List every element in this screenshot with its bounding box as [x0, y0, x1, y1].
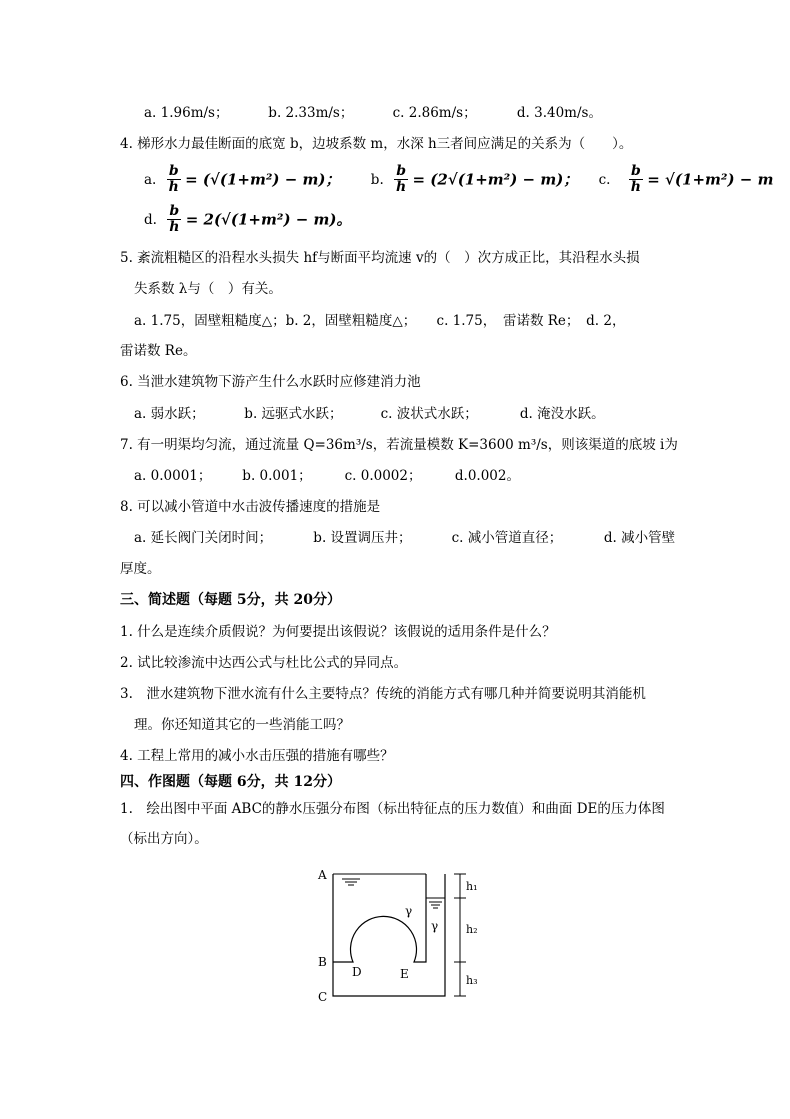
q7-option-a: a. 0.0001； — [134, 468, 212, 484]
q3-option-b: b. 2.33m/s； — [268, 105, 354, 121]
label-E: E — [400, 967, 409, 981]
label-h2: h₂ — [466, 923, 478, 936]
q4-c-label: c. — [598, 171, 611, 188]
q3-option-a: a. 1.96m/s； — [144, 105, 229, 121]
q4-a-frac: $\frac{b}{h}$ — [168, 163, 179, 195]
section3-item-3: 3. 泄水建筑物下泄水流有什么主要特点？传统的消能方式有哪几种并简要说明其消能机 — [120, 686, 646, 702]
inner-tube — [333, 874, 426, 962]
q5-options: a. 1.75，固壁粗糙度△；b. 2，固壁粗糙度△； c. 1.75， 雷诺数 Re； d. 2， — [134, 313, 626, 329]
q6-stem: 6. 当泄水建筑物下游产生什么水跃时应修建消力池 — [120, 374, 421, 390]
section4-item-1-line1: 1. 绘出图中平面 ABC的静水压强分布图（标出特征点的压力数值）和曲面 DE的压力体图 — [120, 801, 665, 817]
q3-options — [144, 103, 602, 123]
section3-item-3-cont: 理。你还知道其它的一些消能工吗？ — [134, 717, 350, 733]
q5-options-cont: 雷诺数 Re。 — [120, 343, 197, 359]
label-gamma-inner: γ — [405, 904, 413, 918]
q6-options — [134, 404, 605, 424]
label-A: A — [318, 868, 327, 882]
q8-options-cont: 厚度。 — [120, 561, 161, 577]
label-gamma-right: γ — [431, 919, 439, 933]
q7-option-d: d.0.002。 — [454, 468, 520, 484]
q4-b-frac: $\frac{b}{h}$ — [396, 163, 407, 195]
q4-options-row2 — [144, 203, 352, 236]
q4-options-row1 — [144, 163, 773, 196]
q4-stem: 4. 梯形水力最佳断面的底宽 b，边坡系数 m，水深 h三者间应满足的关系为（ ）。 — [120, 136, 633, 152]
water-surface-symbol-right — [429, 902, 442, 908]
section4-title: 四、作图题（每题 6分，共 12分） — [120, 774, 341, 790]
q5-line2: 失系数 λ与（ ）有关。 — [134, 281, 282, 297]
q4-c-expr: = √(1+m²) − m — [647, 170, 774, 189]
hydrostatic-figure — [300, 860, 510, 1010]
label-C: C — [318, 990, 328, 1004]
q4-a-expr: = (√(1+m²) − m)； — [185, 170, 341, 189]
q4-d-expr: = 2(√(1+m²) − m)。 — [185, 210, 352, 229]
q7-option-b: b. 0.001； — [242, 468, 312, 484]
q7-stem: 7. 有一明渠均匀流，通过流量 Q=36m³/s，若流量模数 K=3600 m³/s，则该渠道的底坡 i为 — [120, 437, 678, 453]
q8-option-a: a. 延长阀门关闭时间； — [134, 530, 273, 546]
q7-option-c: c. 0.0002； — [344, 468, 422, 484]
q6-option-a: a. 弱水跃； — [134, 406, 205, 422]
label-h3: h₃ — [466, 974, 478, 987]
section4-item-1-line2: （标出方向）。 — [120, 831, 208, 847]
q4-d-frac: $\frac{b}{h}$ — [169, 203, 180, 235]
q5-line1: 5. 紊流粗糙区的沿程水头损失 hf与断面平均流速 v的（ ）次方成正比，其沿程水头损 — [120, 250, 640, 266]
q7-options — [134, 466, 520, 486]
q6-option-b: b. 远驱式水跃； — [244, 406, 343, 422]
q6-option-d: d. 淹没水跃。 — [519, 406, 605, 422]
water-surface-symbol-main — [342, 879, 360, 885]
q4-b-expr: = (2√(1+m²) − m)； — [412, 170, 579, 189]
q6-option-c: c. 波状式水跃； — [380, 406, 478, 422]
q8-option-d: d. 减小管壁 — [603, 530, 676, 546]
q4-a-label: a. — [144, 171, 157, 188]
q3-option-c: c. 2.86m/s； — [392, 105, 477, 121]
q4-c-frac: $\frac{b}{h}$ — [630, 163, 641, 195]
q3-option-d: d. 3.40m/s。 — [516, 105, 602, 121]
label-h1: h₁ — [466, 880, 478, 893]
label-B: B — [318, 955, 327, 969]
q8-options — [134, 528, 675, 548]
q8-option-b: b. 设置调压井； — [313, 530, 412, 546]
q4-b-label: b. — [370, 171, 384, 188]
label-D: D — [352, 965, 362, 979]
container-outline — [333, 874, 445, 996]
section3-item-1: 1. 什么是连续介质假说？为何要提出该假说？该假说的适用条件是什么？ — [120, 624, 556, 640]
section3-item-2: 2. 试比较渗流中达西公式与杜比公式的异同点。 — [120, 655, 408, 671]
q8-stem: 8. 可以减小管道中水击波传播速度的措施是 — [120, 499, 381, 515]
q4-d-label: d. — [144, 211, 157, 228]
section3-title: 三、简述题（每题 5分，共 20分） — [120, 592, 341, 608]
q8-option-c: c. 减小管道直径； — [451, 530, 563, 546]
section3-item-4: 4. 工程上常用的减小水击压强的措施有哪些？ — [120, 748, 394, 764]
